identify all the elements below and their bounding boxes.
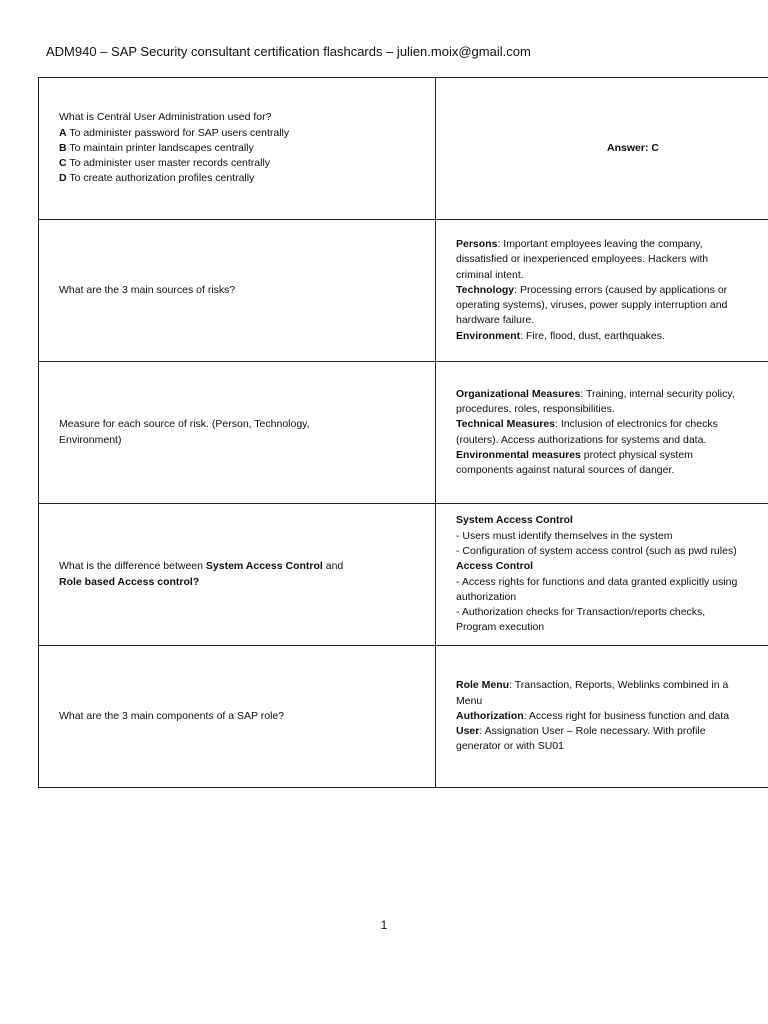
answer-line: [456, 283, 768, 298]
question-line: What is Central User Administration used for?: [59, 111, 272, 124]
page-header: ADM940 – SAP Security consultant certification flashcards – julien.moix@gmail.com: [46, 44, 531, 59]
question-cell: [39, 220, 436, 362]
answer-option-b: [59, 141, 415, 156]
answer-text: : Transaction, Reports, Weblinks combined in a: [509, 679, 729, 692]
flashcard-row: [39, 362, 768, 504]
answer-text: Answer: C: [607, 141, 659, 154]
question-cell: [39, 362, 436, 504]
answer-term: User: [456, 725, 480, 738]
answer-option-d: [59, 171, 415, 186]
answer-line: [456, 448, 768, 463]
flashcard-table: [38, 77, 768, 788]
answer-line: [456, 417, 768, 432]
answer-line: Program execution: [456, 621, 545, 634]
answer-heading: [456, 513, 768, 528]
question-text: What is the difference between: [59, 560, 206, 573]
answer-cell: [436, 362, 768, 504]
option-text: To create authorization profiles centrally: [66, 172, 255, 185]
option-text: To administer password for SAP users centrally: [66, 126, 290, 139]
answer-term: Access Control: [456, 560, 534, 573]
answer-line: operating systems), viruses, power supply interruption and: [456, 299, 728, 312]
question-line: Environment): [59, 433, 122, 446]
answer-line: - Access rights for functions and data granted explicitly using: [456, 575, 738, 588]
answer-line: - Users must identify themselves in the system: [456, 529, 673, 542]
answer-option-a: [59, 126, 415, 141]
option-text: To maintain printer landscapes centrally: [66, 141, 254, 154]
answer-text: : Assignation User – Role necessary. With profile: [479, 725, 706, 738]
answer-text: protect physical system: [580, 448, 693, 461]
answer-text: : Important employees leaving the company,: [497, 237, 703, 250]
option-letter: A: [59, 126, 67, 139]
answer-line: [456, 724, 768, 739]
answer-term: Technology: [456, 283, 515, 296]
answer-text: : Access right for business function and data: [523, 709, 730, 722]
answer-heading: [456, 559, 768, 574]
answer-line: - Authorization checks for Transaction/reports checks,: [456, 606, 706, 619]
question-line: [59, 575, 415, 590]
answer-cell: [436, 78, 768, 220]
answer-line: [456, 387, 768, 402]
answer-line: generator or with SU01: [456, 740, 564, 753]
answer-line: hardware failure.: [456, 314, 535, 327]
question-text: and: [322, 560, 344, 573]
flashcard-row: [39, 78, 768, 220]
answer-term: Authorization: [456, 709, 524, 722]
answer-term: Persons: [456, 237, 498, 250]
question-term: System Access Control: [205, 560, 323, 573]
option-letter: D: [59, 172, 67, 185]
question-line: [59, 559, 415, 574]
answer-cell: [436, 646, 768, 788]
answer-line: dissatisfied or inexperienced employees. Hackers with: [456, 253, 709, 266]
option-letter: B: [59, 141, 67, 154]
answer-line: [456, 709, 768, 724]
flashcard-row: [39, 646, 768, 788]
answer-text: : Processing errors (caused by applications or: [514, 283, 728, 296]
answer-term: Technical Measures: [456, 418, 556, 431]
answer-term: Environment: [456, 329, 521, 342]
answer-cell: [436, 220, 768, 362]
question-term: Role based Access control?: [59, 575, 200, 588]
question-line: Measure for each source of risk. (Person, Technology,: [59, 418, 310, 431]
answer-line: criminal intent.: [456, 268, 524, 281]
page-number: 1: [380, 918, 388, 932]
answer-cell: [436, 504, 768, 646]
answer-line: (routers). Access authorizations for systems and data.: [456, 433, 707, 446]
answer-line: - Configuration of system access control (such as pwd rules): [456, 544, 737, 557]
question-line: What are the 3 main sources of risks?: [59, 283, 236, 296]
answer-line: [456, 678, 768, 693]
answer-text: : Inclusion of electronics for checks: [555, 418, 718, 431]
answer-text: : Fire, flood, dust, earthquakes.: [520, 329, 665, 342]
question-cell: [39, 504, 436, 646]
answer-line: components against natural sources of danger.: [456, 464, 675, 477]
question-cell: [39, 78, 436, 220]
question-cell: [39, 646, 436, 788]
option-letter: C: [59, 157, 67, 170]
question-line: What are the 3 main components of a SAP role?: [59, 709, 285, 722]
answer-term: Role Menu: [456, 679, 510, 692]
answer-line: Menu: [456, 694, 483, 707]
answer-line: [456, 329, 768, 344]
answer-line: [456, 237, 768, 252]
answer-option-c: [59, 156, 415, 171]
answer-term: System Access Control: [456, 514, 573, 527]
flashcard-row: [39, 504, 768, 646]
answer-term: Organizational Measures: [456, 387, 581, 400]
answer-line: procedures, roles, responsibilities.: [456, 402, 615, 415]
flashcard-row: [39, 220, 768, 362]
answer-text: : Training, internal security policy,: [580, 387, 735, 400]
answer-term: Environmental measures: [456, 448, 581, 461]
option-text: To administer user master records centrally: [66, 157, 271, 170]
answer-line: authorization: [456, 590, 517, 603]
